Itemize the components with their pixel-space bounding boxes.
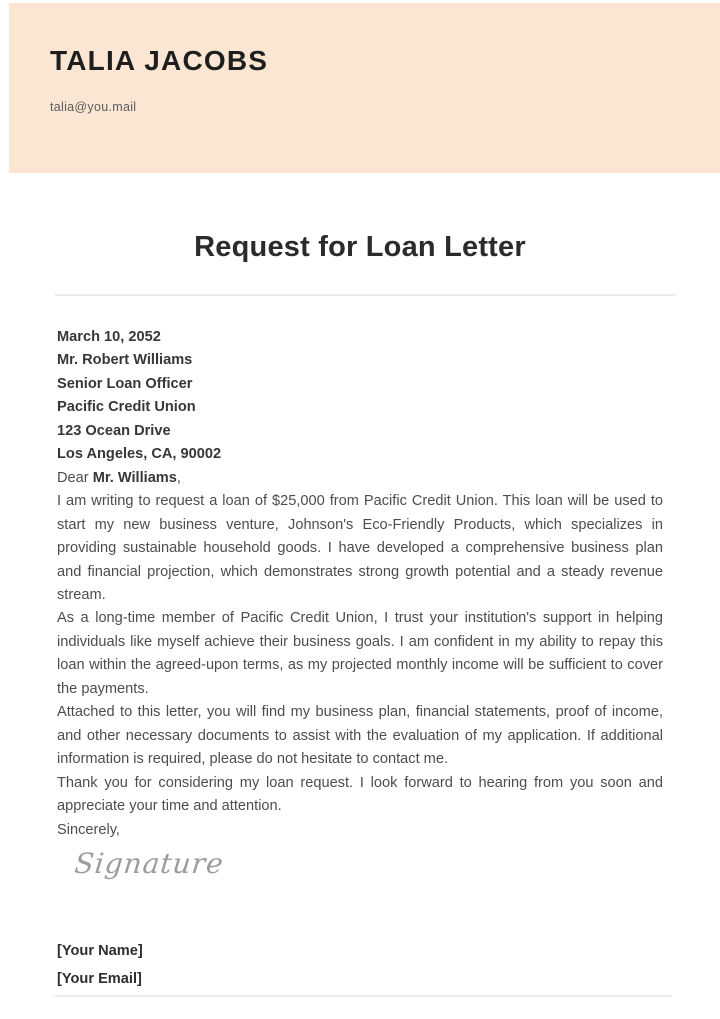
document-title: Request for Loan Letter <box>194 231 526 263</box>
paragraph-loan-request: I am writing to request a loan of $25,000 from Pacific Credit Union. This loan will be used to start my new business venture, Johnson's Eco-Friendly Products, which specializes in providing sustainable household goods. I have developed a comprehensive business plan and financial projection, which demonstrates strong growth potential and a steady revenue stream. <box>57 493 663 603</box>
recipient-name: Mr. Robert Williams <box>57 352 193 369</box>
sender-name: TALIA JACOBS <box>50 45 269 76</box>
letter-date: March 10, 2052 <box>57 329 161 345</box>
paragraph-thanks: Thank you for considering my loan request. I look forward to hearing from you soon and appreciate your time and attention. <box>57 774 663 815</box>
salutation <box>57 467 663 490</box>
salutation-recipient: Mr. Williams <box>92 469 177 486</box>
recipient-company: Pacific Credit Union <box>57 399 196 416</box>
closing: Sincerely, <box>57 821 120 838</box>
signature-script: Signature <box>73 846 226 880</box>
recipient-title: Senior Loan Officer <box>57 375 193 392</box>
your-email-placeholder: [Your Email] <box>57 971 142 988</box>
paragraph-attachments: Attached to this letter, you will find my business plan, financial statements, proof of income, and other necessary documents to assist with the evaluation of my application. If additional information is required, please do not hesitate to contact me. <box>57 704 663 768</box>
letter-body <box>57 326 663 992</box>
salutation-prefix: Dear <box>57 469 93 486</box>
paragraph-membership: As a long-time member of Pacific Credit Union, I trust your institution's support in helping individuals like myself achieve their business goals. I am confident in my ability to repay this loan within the agreed-upon terms, as my projected monthly income will be sufficient to cover the payments. <box>57 610 663 697</box>
bottom-divider <box>55 995 672 997</box>
top-divider <box>55 294 676 296</box>
recipient-street: 123 Ocean Drive <box>57 422 171 439</box>
letterhead <box>9 3 720 173</box>
sender-email: talia@you.mail <box>50 100 137 114</box>
your-name-placeholder: [Your Name] <box>57 942 143 959</box>
salutation-comma: , <box>176 469 181 486</box>
recipient-city: Los Angeles, CA, 90002 <box>57 446 222 463</box>
